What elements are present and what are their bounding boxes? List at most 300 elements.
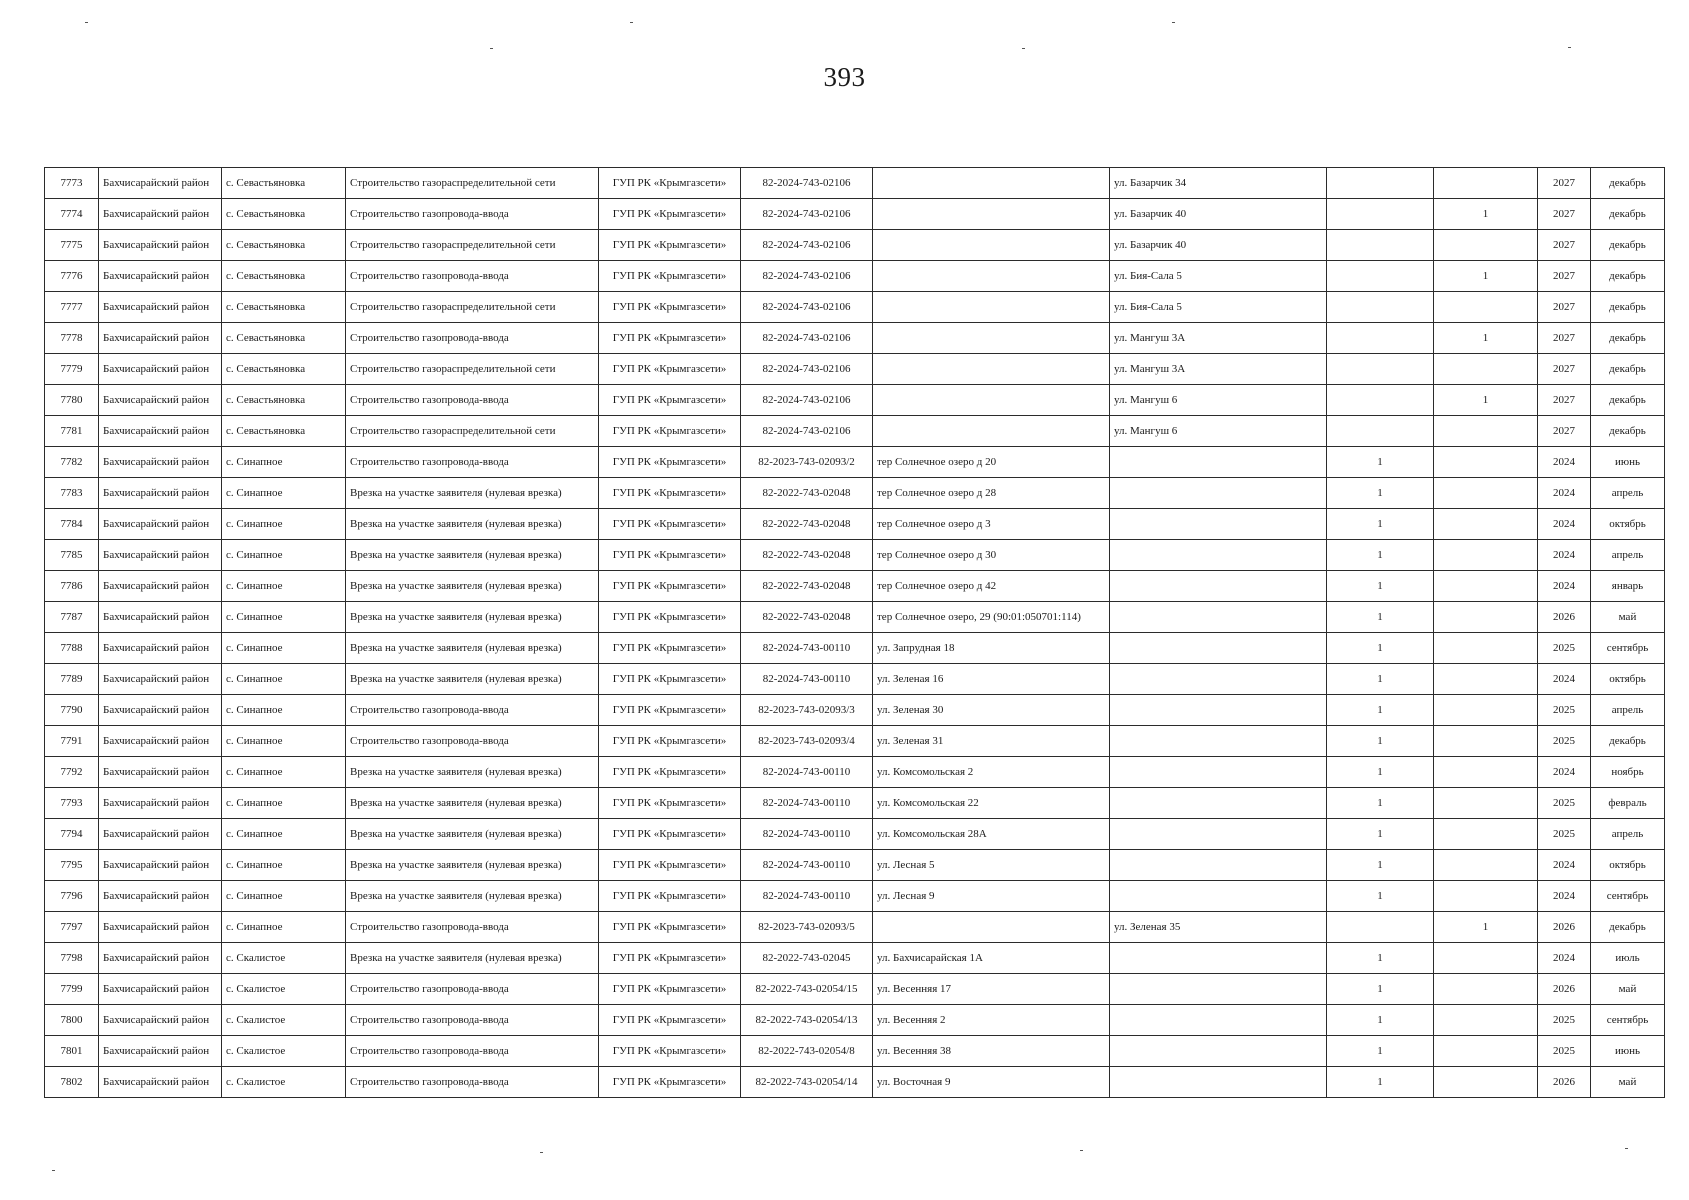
table-row <box>45 1005 1665 1036</box>
cell-address-a: ул. Бахчисарайская 1А <box>873 943 1110 974</box>
table-row <box>45 881 1665 912</box>
cell-row-number: 7800 <box>45 1005 99 1036</box>
cell-address-b <box>1110 757 1327 788</box>
cell-count-a: 1 <box>1327 602 1434 633</box>
cell-settlement: с. Синапное <box>222 664 346 695</box>
cell-row-number: 7799 <box>45 974 99 1005</box>
cell-contract-number: 82-2024-743-00110 <box>741 881 873 912</box>
register-body <box>45 168 1665 1098</box>
cell-count-a <box>1327 261 1434 292</box>
cell-row-number: 7773 <box>45 168 99 199</box>
cell-year: 2024 <box>1538 571 1591 602</box>
cell-address-a <box>873 354 1110 385</box>
cell-year: 2024 <box>1538 509 1591 540</box>
cell-row-number: 7780 <box>45 385 99 416</box>
cell-count-b <box>1434 850 1538 881</box>
cell-contract-number: 82-2024-743-02106 <box>741 199 873 230</box>
cell-organization: ГУП РК «Крымгазсети» <box>599 1067 741 1098</box>
cell-address-a: ул. Зеленая 30 <box>873 695 1110 726</box>
table-row <box>45 757 1665 788</box>
cell-organization: ГУП РК «Крымгазсети» <box>599 819 741 850</box>
cell-month: октябрь <box>1591 664 1665 695</box>
cell-count-b <box>1434 664 1538 695</box>
cell-month: декабрь <box>1591 199 1665 230</box>
cell-row-number: 7782 <box>45 447 99 478</box>
cell-count-b: 1 <box>1434 199 1538 230</box>
cell-address-b: ул. Мангуш 3А <box>1110 323 1327 354</box>
cell-row-number: 7798 <box>45 943 99 974</box>
cell-address-b <box>1110 1005 1327 1036</box>
cell-district: Бахчисарайский район <box>99 726 222 757</box>
cell-count-b: 1 <box>1434 912 1538 943</box>
cell-year: 2024 <box>1538 757 1591 788</box>
cell-row-number: 7786 <box>45 571 99 602</box>
cell-count-a <box>1327 292 1434 323</box>
table-row <box>45 819 1665 850</box>
cell-year: 2027 <box>1538 416 1591 447</box>
cell-month: октябрь <box>1591 509 1665 540</box>
cell-organization: ГУП РК «Крымгазсети» <box>599 664 741 695</box>
cell-organization: ГУП РК «Крымгазсети» <box>599 788 741 819</box>
cell-contract-number: 82-2022-743-02048 <box>741 540 873 571</box>
cell-month: декабрь <box>1591 323 1665 354</box>
cell-address-a <box>873 385 1110 416</box>
cell-organization: ГУП РК «Крымгазсети» <box>599 509 741 540</box>
cell-work-type: Врезка на участке заявителя (нулевая врезка) <box>346 540 599 571</box>
cell-row-number: 7784 <box>45 509 99 540</box>
cell-month: октябрь <box>1591 850 1665 881</box>
cell-year: 2025 <box>1538 788 1591 819</box>
cell-organization: ГУП РК «Крымгазсети» <box>599 261 741 292</box>
cell-district: Бахчисарайский район <box>99 385 222 416</box>
cell-month: ноябрь <box>1591 757 1665 788</box>
cell-row-number: 7783 <box>45 478 99 509</box>
cell-work-type: Строительство газораспределительной сети <box>346 416 599 447</box>
cell-address-b: ул. Мангуш 6 <box>1110 385 1327 416</box>
cell-count-a <box>1327 168 1434 199</box>
table-row <box>45 664 1665 695</box>
cell-count-b <box>1434 571 1538 602</box>
cell-month: июнь <box>1591 1036 1665 1067</box>
cell-month: сентябрь <box>1591 633 1665 664</box>
cell-settlement: с. Синапное <box>222 850 346 881</box>
register-table <box>44 167 1665 1098</box>
cell-address-a: ул. Восточная 9 <box>873 1067 1110 1098</box>
cell-settlement: с. Синапное <box>222 695 346 726</box>
cell-address-a: ул. Весенняя 2 <box>873 1005 1110 1036</box>
scan-speck <box>85 22 88 23</box>
cell-row-number: 7790 <box>45 695 99 726</box>
cell-address-a: тер Солнечное озеро, 29 (90:01:050701:114) <box>873 602 1110 633</box>
cell-count-b <box>1434 1067 1538 1098</box>
cell-count-a: 1 <box>1327 509 1434 540</box>
cell-work-type: Строительство газораспределительной сети <box>346 354 599 385</box>
cell-district: Бахчисарайский район <box>99 199 222 230</box>
cell-count-a: 1 <box>1327 664 1434 695</box>
cell-district: Бахчисарайский район <box>99 447 222 478</box>
cell-row-number: 7793 <box>45 788 99 819</box>
cell-settlement: с. Севастьяновка <box>222 199 346 230</box>
cell-settlement: с. Синапное <box>222 571 346 602</box>
cell-year: 2027 <box>1538 323 1591 354</box>
cell-contract-number: 82-2024-743-02106 <box>741 385 873 416</box>
cell-settlement: с. Севастьяновка <box>222 385 346 416</box>
cell-address-a <box>873 323 1110 354</box>
cell-month: май <box>1591 1067 1665 1098</box>
cell-month: июль <box>1591 943 1665 974</box>
cell-row-number: 7774 <box>45 199 99 230</box>
cell-month: январь <box>1591 571 1665 602</box>
cell-row-number: 7789 <box>45 664 99 695</box>
cell-row-number: 7802 <box>45 1067 99 1098</box>
cell-year: 2024 <box>1538 881 1591 912</box>
cell-month: декабрь <box>1591 168 1665 199</box>
cell-work-type: Строительство газопровода-ввода <box>346 1036 599 1067</box>
table-row <box>45 788 1665 819</box>
cell-contract-number: 82-2023-743-02093/2 <box>741 447 873 478</box>
cell-settlement: с. Севастьяновка <box>222 168 346 199</box>
scan-speck <box>1022 48 1025 49</box>
cell-address-a <box>873 292 1110 323</box>
cell-count-b <box>1434 230 1538 261</box>
cell-count-b <box>1434 757 1538 788</box>
cell-address-a: ул. Лесная 5 <box>873 850 1110 881</box>
cell-year: 2025 <box>1538 633 1591 664</box>
cell-year: 2027 <box>1538 261 1591 292</box>
cell-district: Бахчисарайский район <box>99 1005 222 1036</box>
cell-address-b <box>1110 509 1327 540</box>
cell-work-type: Строительство газопровода-ввода <box>346 912 599 943</box>
table-row <box>45 974 1665 1005</box>
cell-contract-number: 82-2024-743-00110 <box>741 819 873 850</box>
cell-month: февраль <box>1591 788 1665 819</box>
cell-count-b <box>1434 695 1538 726</box>
cell-settlement: с. Синапное <box>222 509 346 540</box>
cell-contract-number: 82-2022-743-02048 <box>741 478 873 509</box>
cell-address-a: ул. Зеленая 16 <box>873 664 1110 695</box>
cell-district: Бахчисарайский район <box>99 819 222 850</box>
cell-contract-number: 82-2022-743-02054/15 <box>741 974 873 1005</box>
cell-organization: ГУП РК «Крымгазсети» <box>599 912 741 943</box>
cell-year: 2024 <box>1538 664 1591 695</box>
scan-speck <box>1568 47 1571 48</box>
cell-count-a: 1 <box>1327 1005 1434 1036</box>
cell-organization: ГУП РК «Крымгазсети» <box>599 1036 741 1067</box>
cell-month: сентябрь <box>1591 1005 1665 1036</box>
cell-month: май <box>1591 974 1665 1005</box>
cell-district: Бахчисарайский район <box>99 912 222 943</box>
cell-contract-number: 82-2022-743-02048 <box>741 571 873 602</box>
cell-row-number: 7787 <box>45 602 99 633</box>
cell-count-b <box>1434 168 1538 199</box>
cell-district: Бахчисарайский район <box>99 168 222 199</box>
cell-address-a <box>873 416 1110 447</box>
cell-organization: ГУП РК «Крымгазсети» <box>599 1005 741 1036</box>
cell-settlement: с. Синапное <box>222 633 346 664</box>
cell-year: 2027 <box>1538 230 1591 261</box>
table-row <box>45 447 1665 478</box>
cell-work-type: Врезка на участке заявителя (нулевая врезка) <box>346 757 599 788</box>
table-row <box>45 726 1665 757</box>
cell-count-b <box>1434 819 1538 850</box>
table-row <box>45 168 1665 199</box>
scan-speck <box>630 22 633 23</box>
cell-address-a <box>873 168 1110 199</box>
cell-count-a <box>1327 323 1434 354</box>
cell-settlement: с. Скалистое <box>222 1005 346 1036</box>
cell-address-a <box>873 230 1110 261</box>
cell-contract-number: 82-2022-743-02045 <box>741 943 873 974</box>
cell-address-b <box>1110 726 1327 757</box>
cell-year: 2027 <box>1538 292 1591 323</box>
cell-district: Бахчисарайский район <box>99 261 222 292</box>
table-row <box>45 416 1665 447</box>
cell-district: Бахчисарайский район <box>99 323 222 354</box>
cell-address-b <box>1110 943 1327 974</box>
cell-year: 2026 <box>1538 602 1591 633</box>
cell-address-b <box>1110 1036 1327 1067</box>
cell-work-type: Врезка на участке заявителя (нулевая врезка) <box>346 943 599 974</box>
cell-contract-number: 82-2023-743-02093/3 <box>741 695 873 726</box>
cell-count-b <box>1434 540 1538 571</box>
cell-contract-number: 82-2022-743-02048 <box>741 509 873 540</box>
cell-district: Бахчисарайский район <box>99 633 222 664</box>
cell-year: 2024 <box>1538 540 1591 571</box>
cell-year: 2024 <box>1538 943 1591 974</box>
scan-speck <box>540 1152 543 1153</box>
cell-month: сентябрь <box>1591 881 1665 912</box>
cell-address-b <box>1110 664 1327 695</box>
cell-settlement: с. Севастьяновка <box>222 354 346 385</box>
cell-contract-number: 82-2024-743-00110 <box>741 850 873 881</box>
cell-year: 2027 <box>1538 354 1591 385</box>
cell-count-a: 1 <box>1327 633 1434 664</box>
cell-settlement: с. Севастьяновка <box>222 323 346 354</box>
cell-work-type: Врезка на участке заявителя (нулевая врезка) <box>346 602 599 633</box>
cell-count-b <box>1434 633 1538 664</box>
cell-work-type: Строительство газопровода-ввода <box>346 726 599 757</box>
cell-settlement: с. Севастьяновка <box>222 416 346 447</box>
cell-address-a <box>873 261 1110 292</box>
table-row <box>45 478 1665 509</box>
cell-count-a <box>1327 912 1434 943</box>
cell-month: декабрь <box>1591 354 1665 385</box>
cell-address-a: ул. Комсомольская 2 <box>873 757 1110 788</box>
cell-address-b <box>1110 602 1327 633</box>
cell-address-a <box>873 199 1110 230</box>
cell-work-type: Врезка на участке заявителя (нулевая врезка) <box>346 850 599 881</box>
cell-address-a: тер Солнечное озеро д 30 <box>873 540 1110 571</box>
table-row <box>45 602 1665 633</box>
cell-work-type: Строительство газопровода-ввода <box>346 385 599 416</box>
cell-organization: ГУП РК «Крымгазсети» <box>599 726 741 757</box>
cell-settlement: с. Синапное <box>222 478 346 509</box>
cell-row-number: 7797 <box>45 912 99 943</box>
cell-address-a <box>873 912 1110 943</box>
cell-row-number: 7785 <box>45 540 99 571</box>
cell-contract-number: 82-2022-743-02054/14 <box>741 1067 873 1098</box>
cell-year: 2024 <box>1538 447 1591 478</box>
cell-month: декабрь <box>1591 292 1665 323</box>
cell-settlement: с. Скалистое <box>222 943 346 974</box>
cell-work-type: Врезка на участке заявителя (нулевая врезка) <box>346 509 599 540</box>
cell-count-b <box>1434 943 1538 974</box>
cell-count-a: 1 <box>1327 850 1434 881</box>
cell-organization: ГУП РК «Крымгазсети» <box>599 943 741 974</box>
cell-work-type: Строительство газопровода-ввода <box>346 447 599 478</box>
cell-address-b <box>1110 974 1327 1005</box>
cell-address-a: ул. Весенняя 38 <box>873 1036 1110 1067</box>
cell-organization: ГУП РК «Крымгазсети» <box>599 974 741 1005</box>
cell-address-a: ул. Лесная 9 <box>873 881 1110 912</box>
cell-settlement: с. Синапное <box>222 447 346 478</box>
cell-address-b <box>1110 1067 1327 1098</box>
table-row <box>45 695 1665 726</box>
cell-contract-number: 82-2024-743-02106 <box>741 261 873 292</box>
cell-organization: ГУП РК «Крымгазсети» <box>599 571 741 602</box>
cell-year: 2024 <box>1538 478 1591 509</box>
cell-count-b <box>1434 974 1538 1005</box>
cell-count-b <box>1434 478 1538 509</box>
cell-work-type: Врезка на участке заявителя (нулевая врезка) <box>346 478 599 509</box>
cell-settlement: с. Синапное <box>222 912 346 943</box>
cell-count-a: 1 <box>1327 881 1434 912</box>
cell-organization: ГУП РК «Крымгазсети» <box>599 447 741 478</box>
cell-district: Бахчисарайский район <box>99 850 222 881</box>
table-row <box>45 509 1665 540</box>
cell-count-a: 1 <box>1327 726 1434 757</box>
cell-contract-number: 82-2024-743-00110 <box>741 757 873 788</box>
cell-address-b: ул. Базарчик 40 <box>1110 230 1327 261</box>
cell-month: декабрь <box>1591 261 1665 292</box>
cell-work-type: Строительство газопровода-ввода <box>346 1067 599 1098</box>
scan-speck <box>52 1170 55 1171</box>
cell-contract-number: 82-2024-743-02106 <box>741 416 873 447</box>
cell-organization: ГУП РК «Крымгазсети» <box>599 602 741 633</box>
table-row <box>45 571 1665 602</box>
cell-month: декабрь <box>1591 230 1665 261</box>
cell-settlement: с. Синапное <box>222 788 346 819</box>
cell-address-b: ул. Зеленая 35 <box>1110 912 1327 943</box>
cell-count-b <box>1434 1005 1538 1036</box>
cell-work-type: Строительство газопровода-ввода <box>346 199 599 230</box>
cell-year: 2025 <box>1538 819 1591 850</box>
cell-settlement: с. Севастьяновка <box>222 261 346 292</box>
cell-district: Бахчисарайский район <box>99 664 222 695</box>
cell-address-a: тер Солнечное озеро д 3 <box>873 509 1110 540</box>
cell-work-type: Врезка на участке заявителя (нулевая врезка) <box>346 788 599 819</box>
cell-count-b <box>1434 788 1538 819</box>
cell-district: Бахчисарайский район <box>99 540 222 571</box>
cell-organization: ГУП РК «Крымгазсети» <box>599 168 741 199</box>
table-row <box>45 912 1665 943</box>
cell-organization: ГУП РК «Крымгазсети» <box>599 478 741 509</box>
cell-count-b: 1 <box>1434 261 1538 292</box>
cell-address-b <box>1110 540 1327 571</box>
cell-address-b: ул. Базарчик 34 <box>1110 168 1327 199</box>
cell-row-number: 7792 <box>45 757 99 788</box>
cell-month: июнь <box>1591 447 1665 478</box>
cell-row-number: 7778 <box>45 323 99 354</box>
cell-count-b <box>1434 354 1538 385</box>
cell-district: Бахчисарайский район <box>99 354 222 385</box>
cell-work-type: Строительство газораспределительной сети <box>346 168 599 199</box>
cell-address-b <box>1110 633 1327 664</box>
cell-contract-number: 82-2024-743-02106 <box>741 292 873 323</box>
cell-row-number: 7777 <box>45 292 99 323</box>
cell-address-b: ул. Базарчик 40 <box>1110 199 1327 230</box>
scan-speck <box>1172 22 1175 23</box>
cell-count-a: 1 <box>1327 757 1434 788</box>
cell-organization: ГУП РК «Крымгазсети» <box>599 633 741 664</box>
cell-contract-number: 82-2022-743-02048 <box>741 602 873 633</box>
cell-month: декабрь <box>1591 416 1665 447</box>
page-number: 393 <box>823 62 866 92</box>
cell-contract-number: 82-2024-743-02106 <box>741 168 873 199</box>
cell-month: апрель <box>1591 540 1665 571</box>
cell-district: Бахчисарайский район <box>99 478 222 509</box>
cell-work-type: Строительство газопровода-ввода <box>346 695 599 726</box>
cell-address-b <box>1110 447 1327 478</box>
cell-year: 2025 <box>1538 695 1591 726</box>
cell-organization: ГУП РК «Крымгазсети» <box>599 354 741 385</box>
cell-district: Бахчисарайский район <box>99 1036 222 1067</box>
cell-row-number: 7791 <box>45 726 99 757</box>
cell-count-b <box>1434 602 1538 633</box>
cell-count-a <box>1327 416 1434 447</box>
cell-count-a: 1 <box>1327 540 1434 571</box>
cell-count-a: 1 <box>1327 974 1434 1005</box>
cell-contract-number: 82-2024-743-02106 <box>741 354 873 385</box>
cell-count-b <box>1434 881 1538 912</box>
cell-address-a: тер Солнечное озеро д 20 <box>873 447 1110 478</box>
cell-work-type: Строительство газопровода-ввода <box>346 974 599 1005</box>
cell-count-a: 1 <box>1327 819 1434 850</box>
cell-address-a: тер Солнечное озеро д 28 <box>873 478 1110 509</box>
cell-address-a: ул. Запрудная 18 <box>873 633 1110 664</box>
cell-district: Бахчисарайский район <box>99 230 222 261</box>
cell-count-a: 1 <box>1327 571 1434 602</box>
cell-work-type: Врезка на участке заявителя (нулевая врезка) <box>346 571 599 602</box>
cell-row-number: 7796 <box>45 881 99 912</box>
cell-year: 2027 <box>1538 385 1591 416</box>
cell-organization: ГУП РК «Крымгазсети» <box>599 416 741 447</box>
cell-year: 2026 <box>1538 1067 1591 1098</box>
cell-address-b <box>1110 695 1327 726</box>
cell-row-number: 7795 <box>45 850 99 881</box>
cell-row-number: 7775 <box>45 230 99 261</box>
cell-count-a: 1 <box>1327 1036 1434 1067</box>
cell-month: декабрь <box>1591 726 1665 757</box>
cell-organization: ГУП РК «Крымгазсети» <box>599 881 741 912</box>
table-row <box>45 199 1665 230</box>
cell-organization: ГУП РК «Крымгазсети» <box>599 199 741 230</box>
cell-settlement: с. Синапное <box>222 881 346 912</box>
cell-contract-number: 82-2024-743-00110 <box>741 788 873 819</box>
cell-work-type: Строительство газопровода-ввода <box>346 261 599 292</box>
table-row <box>45 633 1665 664</box>
cell-work-type: Строительство газораспределительной сети <box>346 292 599 323</box>
cell-district: Бахчисарайский район <box>99 788 222 819</box>
cell-row-number: 7801 <box>45 1036 99 1067</box>
cell-year: 2027 <box>1538 199 1591 230</box>
cell-work-type: Строительство газораспределительной сети <box>346 230 599 261</box>
cell-year: 2025 <box>1538 1005 1591 1036</box>
table-row <box>45 354 1665 385</box>
cell-district: Бахчисарайский район <box>99 943 222 974</box>
scan-speck <box>1080 1150 1083 1151</box>
cell-address-b <box>1110 478 1327 509</box>
